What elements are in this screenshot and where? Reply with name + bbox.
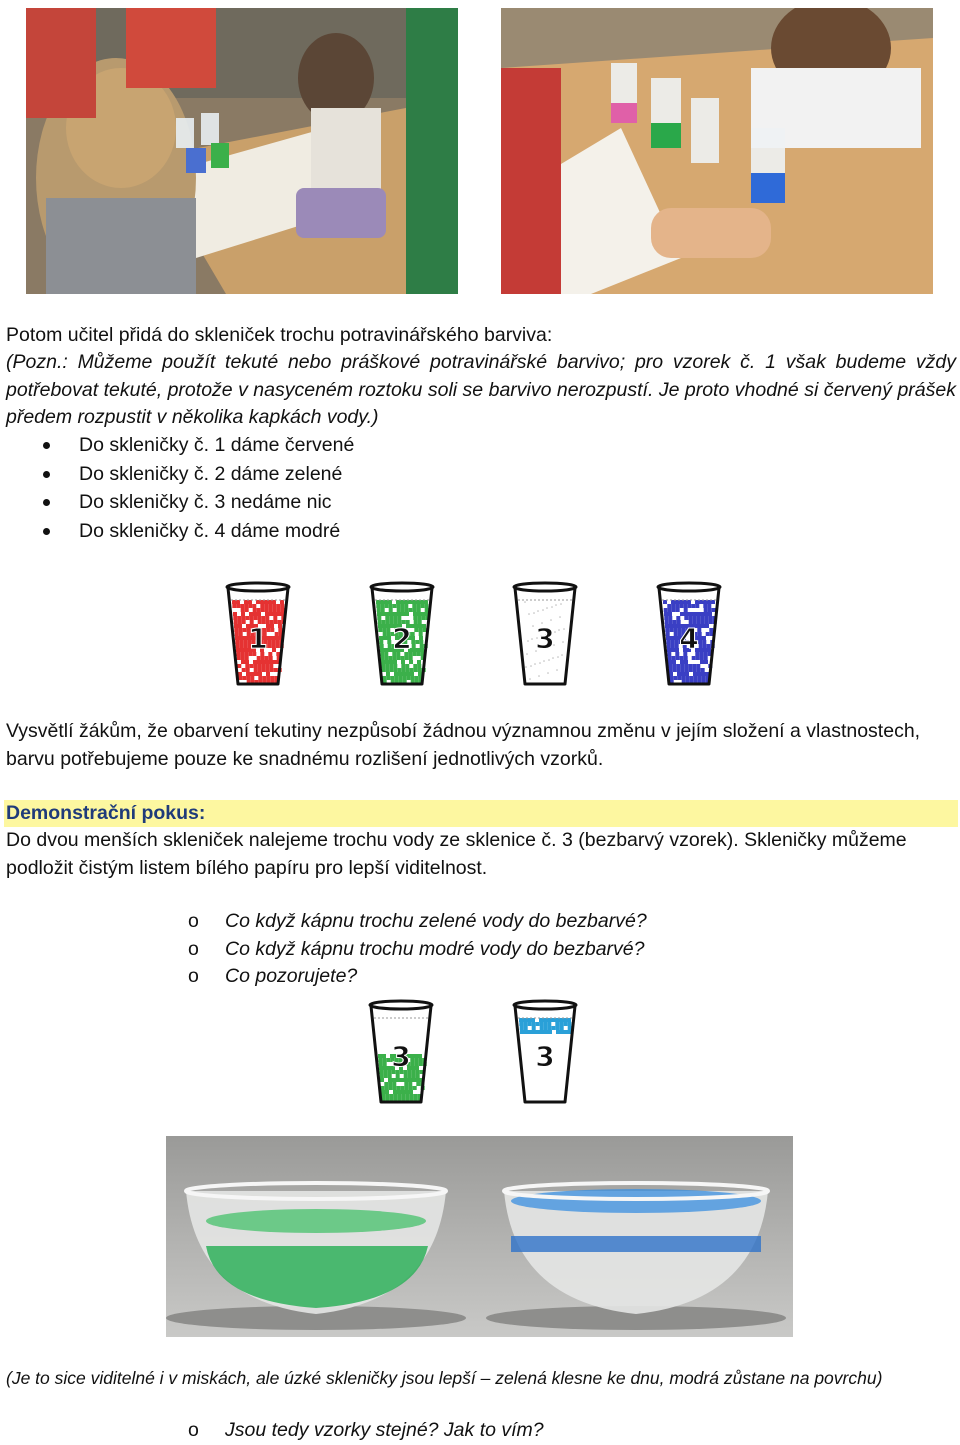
bowls-caption: (Je to sice viditelné i v miskách, ale úzké skleničky jsou lepší – zelená klesne ke dnu, modrá zůstane na povrchu): [6, 1368, 883, 1388]
intro-line: Potom učitel přidá do skleniček trochu potravinářského barviva:: [6, 324, 553, 346]
note-paragraph: (Pozn.: Můžeme použít tekuté nebo práškové potravinářské barvivo; pro vzorek č. 1 však budeme vždy potřebovat tekuté, protože v nasyceném roztoku soli se barvivo nerozpustí. Je proto vhodné si červený prášek předem rozpustit v několika kapkách vody.): [6, 351, 956, 428]
list-marker: o: [188, 937, 199, 960]
demo-heading: Demonstrační pokus:: [6, 802, 206, 824]
list-marker: o: [188, 910, 199, 932]
explanation-paragraph: Vysvětlí žákům, že obarvení tekutiny nezpůsobí žádnou významnou změnu v jejím složení a vlastnostech, barvu potřebujeme pouze ke snadnému rozlišení jednotlivých vzorků.: [6, 720, 921, 770]
final-question-list: [188, 1417, 544, 1445]
question-text: Co když kápnu trochu modré vody do bezbarvé?: [225, 937, 645, 960]
glass-number: 2: [392, 622, 412, 655]
step-item: Do skleničky č. 2 dáme zelené: [38, 460, 354, 489]
glass-number: 3: [391, 1040, 411, 1073]
question-text: Co když kápnu trochu zelené vody do bezbarvé?: [225, 910, 647, 932]
questions-list: [188, 908, 647, 991]
question-text: Co pozorujete?: [225, 965, 358, 987]
final-question: Jsou tedy vzorky stejné? Jak to vím?: [225, 1419, 544, 1441]
step-item: Do skleničky č. 1 dáme červené: [38, 431, 354, 460]
question-item: [188, 908, 647, 936]
glass-icon: [511, 578, 579, 693]
list-marker: o: [188, 1419, 199, 1441]
glass-number: 3: [535, 622, 555, 655]
glass-number: 1: [248, 622, 268, 655]
glass-icon: [367, 996, 435, 1111]
bowls-photo: [166, 1136, 793, 1337]
step-item: Do skleničky č. 3 nedáme nic: [38, 488, 354, 517]
step-item: Do skleničky č. 4 dáme modré: [38, 517, 354, 546]
list-marker: o: [188, 965, 199, 987]
question-item: [188, 963, 647, 991]
steps-list: [38, 431, 354, 545]
glass-icon: [655, 578, 723, 693]
demo-text: Do dvou menších skleniček nalejeme trochu vody ze sklenice č. 3 (bezbarvý vzorek). Skleničky můžeme podložit čistým listem bílého papíru pro lepší viditelnost.: [6, 829, 907, 879]
glass-number: 4: [679, 622, 699, 655]
question-item: [188, 1417, 544, 1445]
glass-icon: [224, 578, 292, 693]
question-item: [188, 936, 647, 964]
classroom-photo-left: [26, 8, 458, 294]
glass-number: 3: [535, 1040, 555, 1073]
glass-icon: [511, 996, 579, 1111]
glass-icon: [368, 578, 436, 693]
classroom-photo-right: [501, 8, 933, 294]
